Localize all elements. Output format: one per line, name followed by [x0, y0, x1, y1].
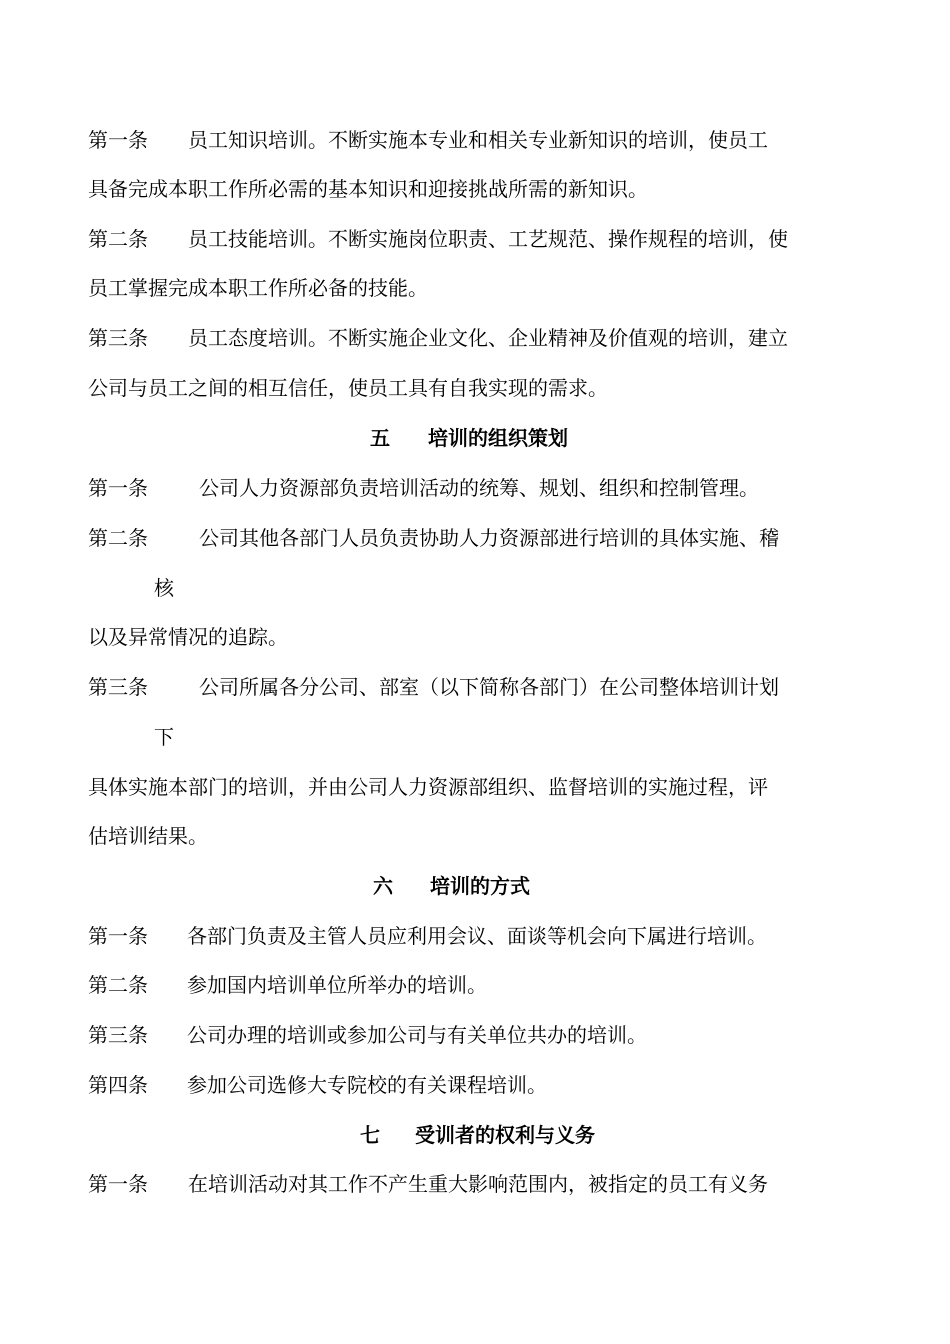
article-label: 第一条	[88, 128, 148, 152]
article-label: 第三条	[88, 1023, 148, 1047]
article-text: 各部门负责及主管人员应利用会议、面谈等机会向下属进行培训。	[187, 924, 767, 948]
article-label: 第四条	[88, 1073, 148, 1097]
section-heading-7	[360, 1123, 595, 1147]
article-label: 第一条	[88, 924, 148, 948]
section-number: 七	[360, 1123, 380, 1147]
section-heading-6	[373, 874, 530, 898]
article-text: 参加公司选修大专院校的有关课程培训。	[187, 1073, 547, 1097]
article-text: 公司其他各部门人员负责协助人力资源部进行培训的具体实施、稽	[199, 526, 779, 550]
article-text: 在培训活动对其工作不产生重大影响范围内，被指定的员工有义务	[188, 1172, 768, 1196]
article-text: 参加国内培训单位所举办的培训。	[187, 973, 487, 997]
article-text: 估培训结果。	[88, 824, 208, 848]
article-label: 第二条	[88, 227, 148, 251]
article-text: 具体实施本部门的培训，并由公司人力资源部组织、监督培训的实施过程，评	[88, 775, 768, 799]
article-label: 第二条	[88, 973, 148, 997]
section-title: 受训者的权利与义务	[415, 1123, 595, 1147]
section-heading-5	[370, 426, 568, 450]
article-label: 第一条	[88, 1172, 148, 1196]
article-label: 第三条	[88, 326, 148, 350]
article-label: 第二条	[88, 526, 148, 550]
article-text: 公司人力资源部负责培训活动的统筹、规划、组织和控制管理。	[199, 476, 759, 500]
section-title: 培训的方式	[430, 874, 530, 898]
article-text: 核	[154, 576, 174, 600]
article-text: 员工技能培训。不断实施岗位职责、工艺规范、操作规程的培训，使	[188, 227, 788, 251]
section-number: 六	[373, 874, 393, 898]
article-text: 员工知识培训。不断实施本专业和相关专业新知识的培训，使员工	[188, 128, 768, 152]
article-text: 具备完成本职工作所必需的基本知识和迎接挑战所需的新知识。	[88, 177, 648, 201]
article-label: 第三条	[88, 675, 148, 699]
article-text: 公司所属各分公司、部室（以下简称各部门）在公司整体培训计划	[199, 675, 779, 699]
article-text: 员工态度培训。不断实施企业文化、企业精神及价值观的培训，建立	[188, 326, 788, 350]
section-number: 五	[370, 426, 390, 450]
article-text: 下	[154, 725, 174, 749]
article-text: 公司办理的培训或参加公司与有关单位共办的培训。	[187, 1023, 647, 1047]
article-text: 公司与员工之间的相互信任，使员工具有自我实现的需求。	[88, 376, 608, 400]
article-text: 员工掌握完成本职工作所必备的技能。	[88, 276, 428, 300]
section-title: 培训的组织策划	[428, 426, 568, 450]
article-text: 以及异常情况的追踪。	[88, 625, 288, 649]
article-label: 第一条	[88, 476, 148, 500]
